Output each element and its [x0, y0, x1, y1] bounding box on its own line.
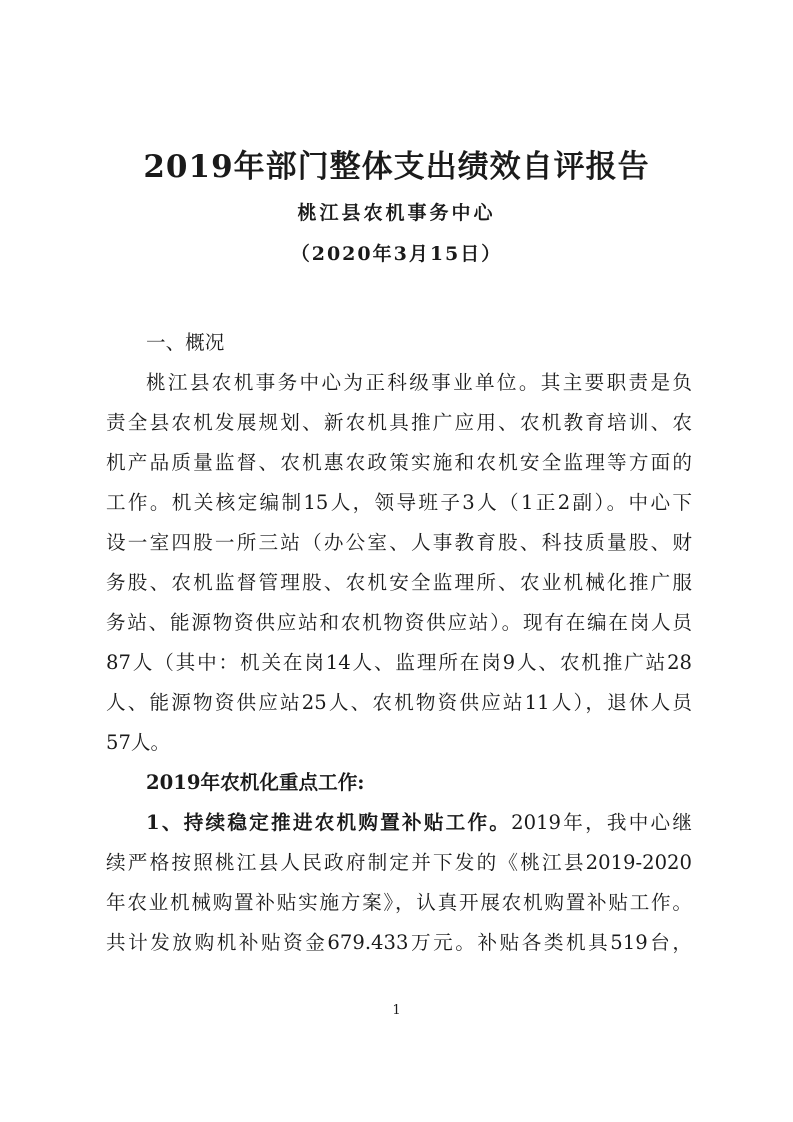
- item1-line: 续严格按照桃江县人民政府制定并下发的《桃江县2019-2020: [106, 851, 692, 874]
- report-date: （2020年3月15日）: [290, 243, 503, 265]
- item1-first-line: [106, 803, 692, 843]
- overview-line: 设一室四股一所三站（办公室、人事教育股、科技质量股、财: [106, 531, 692, 554]
- report-title: 2019年部门整体支出绩效自评报告: [143, 149, 650, 185]
- report-body: [106, 323, 692, 963]
- overview-line: 人、能源物资供应站25人、农机物资供应站11人），退休人员: [106, 691, 692, 714]
- overview-line: 87人（其中：机关在岗14人、监理所在岗9人、农机推广站28: [106, 651, 692, 674]
- item1-title: 1、持续稳定推进农机购置补贴工作。: [146, 811, 512, 834]
- organization-name: 桃江县农机事务中心: [297, 202, 496, 224]
- item1-line: 年农业机械购置补贴实施方案》，认真开展农机购置补贴工作。: [106, 891, 692, 914]
- item1-line: 共计发放购机补贴资金679.433万元。补贴各类机具519台，: [106, 931, 692, 954]
- overview-line: 务股、农机监督管理股、农机安全监理所、农业机械化推广服: [106, 571, 692, 594]
- key-work-heading: 2019年农机化重点工作:: [146, 771, 365, 794]
- overview-line: 桃江县农机事务中心为正科级事业单位。其主要职责是负: [146, 371, 692, 394]
- page-number: 1: [392, 1003, 401, 1018]
- overview-line: 机产品质量监督、农机惠农政策实施和农机安全监理等方面的: [106, 451, 692, 474]
- item1-text: 2019年，我中心继: [511, 811, 692, 834]
- section-heading-overview: 一、概况: [146, 331, 225, 354]
- overview-line: 57人。: [106, 731, 171, 754]
- overview-line: 工作。机关核定编制15人，领导班子3人（1正2副）。中心下: [106, 491, 692, 514]
- overview-line: 务站、能源物资供应站和农机物资供应站）。现有在编在岗人员: [106, 611, 692, 634]
- overview-line: 责全县农机发展规划、新农机具推广应用、农机教育培训、农: [106, 411, 692, 434]
